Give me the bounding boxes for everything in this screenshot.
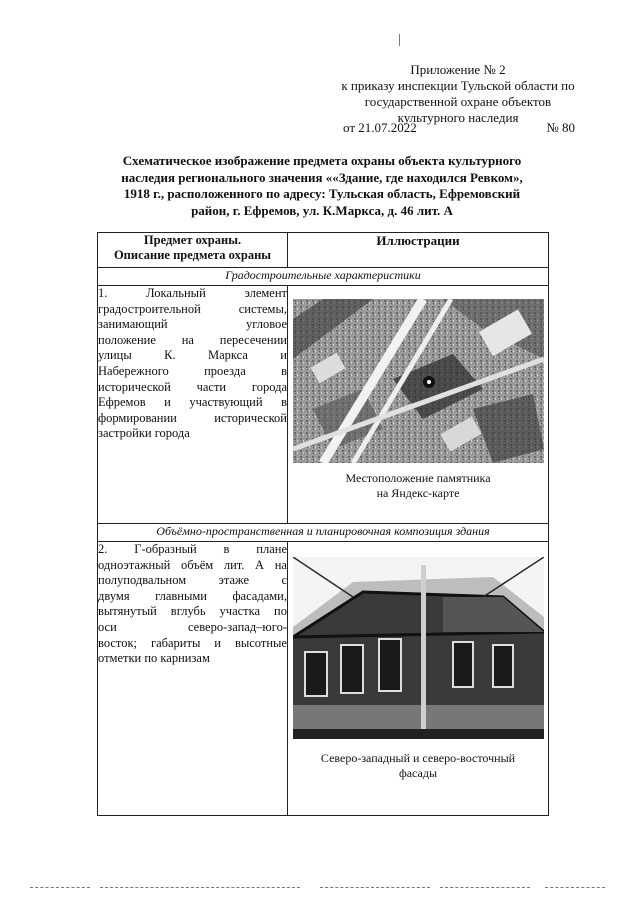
order-date-number bbox=[343, 120, 575, 136]
illustration-caption: Северо-западный и северо-восточный фасады bbox=[320, 751, 516, 780]
appendix-line: государственной охране объектов bbox=[364, 94, 552, 109]
title-line: Схематическое изображение предмета охраны объекта культурного bbox=[122, 153, 522, 168]
title-line: наследия регионального значения ««Здание, где находился Ревком», bbox=[121, 169, 523, 185]
appendix-line: культурного наследия bbox=[397, 110, 519, 125]
column-header-illustrations: Иллюстрации bbox=[288, 233, 549, 268]
order-date: от 21.07.2022 bbox=[343, 120, 417, 135]
footer-dash bbox=[30, 887, 90, 888]
description-cell: 2. Г-образный в плане одноэтажный объём лит. А на полуподвальном этаже с двумя главными фасадами, вытянутый вглубь участка по оси северо-запад–юго- восток; габариты и высотные отметки по карнизам bbox=[98, 542, 288, 816]
footer-dash bbox=[320, 887, 430, 888]
building-facade-photo bbox=[293, 557, 544, 739]
appendix-line: Приложение № 2 bbox=[410, 62, 506, 77]
table-row bbox=[98, 542, 549, 816]
footer-dash bbox=[545, 887, 605, 888]
scan-mark bbox=[399, 34, 400, 46]
column-header-subject: Предмет охраны. Описание предмета охраны bbox=[98, 233, 288, 268]
section-title-urban: Градостроительные характеристики bbox=[98, 268, 549, 286]
appendix-line: к приказу инспекции Тульской области по bbox=[341, 78, 575, 93]
table-row bbox=[98, 286, 549, 524]
illustration-caption: Местоположение памятника на Яндекс-карте bbox=[345, 471, 491, 500]
illustration-cell bbox=[288, 286, 549, 524]
protection-table bbox=[97, 232, 549, 816]
appendix-header bbox=[318, 62, 598, 126]
section-row bbox=[98, 524, 549, 542]
footer-dash bbox=[100, 887, 300, 888]
footer-dash bbox=[440, 887, 530, 888]
title-line: район, г. Ефремов, ул. К.Маркса, д. 46 лит. А bbox=[191, 202, 453, 218]
description-cell: 1. Локальный элемент градостроительной системы, занимающий угловое положение на пересечении улицы К. Маркса и Набережного проезда в исторической части города Ефремов и участвующий в формировании исторической застройки города bbox=[98, 286, 288, 524]
satellite-map-image bbox=[293, 299, 544, 463]
document-title bbox=[92, 153, 552, 219]
section-title-composition: Объёмно-пространственная и планировочная композиция здания bbox=[98, 524, 549, 542]
illustration-cell bbox=[288, 542, 549, 816]
order-number: № 80 bbox=[546, 120, 575, 135]
table-header-row bbox=[98, 233, 549, 268]
title-line: 1918 г., расположенного по адресу: Тульская область, Ефремовский bbox=[123, 186, 521, 201]
section-row bbox=[98, 268, 549, 286]
